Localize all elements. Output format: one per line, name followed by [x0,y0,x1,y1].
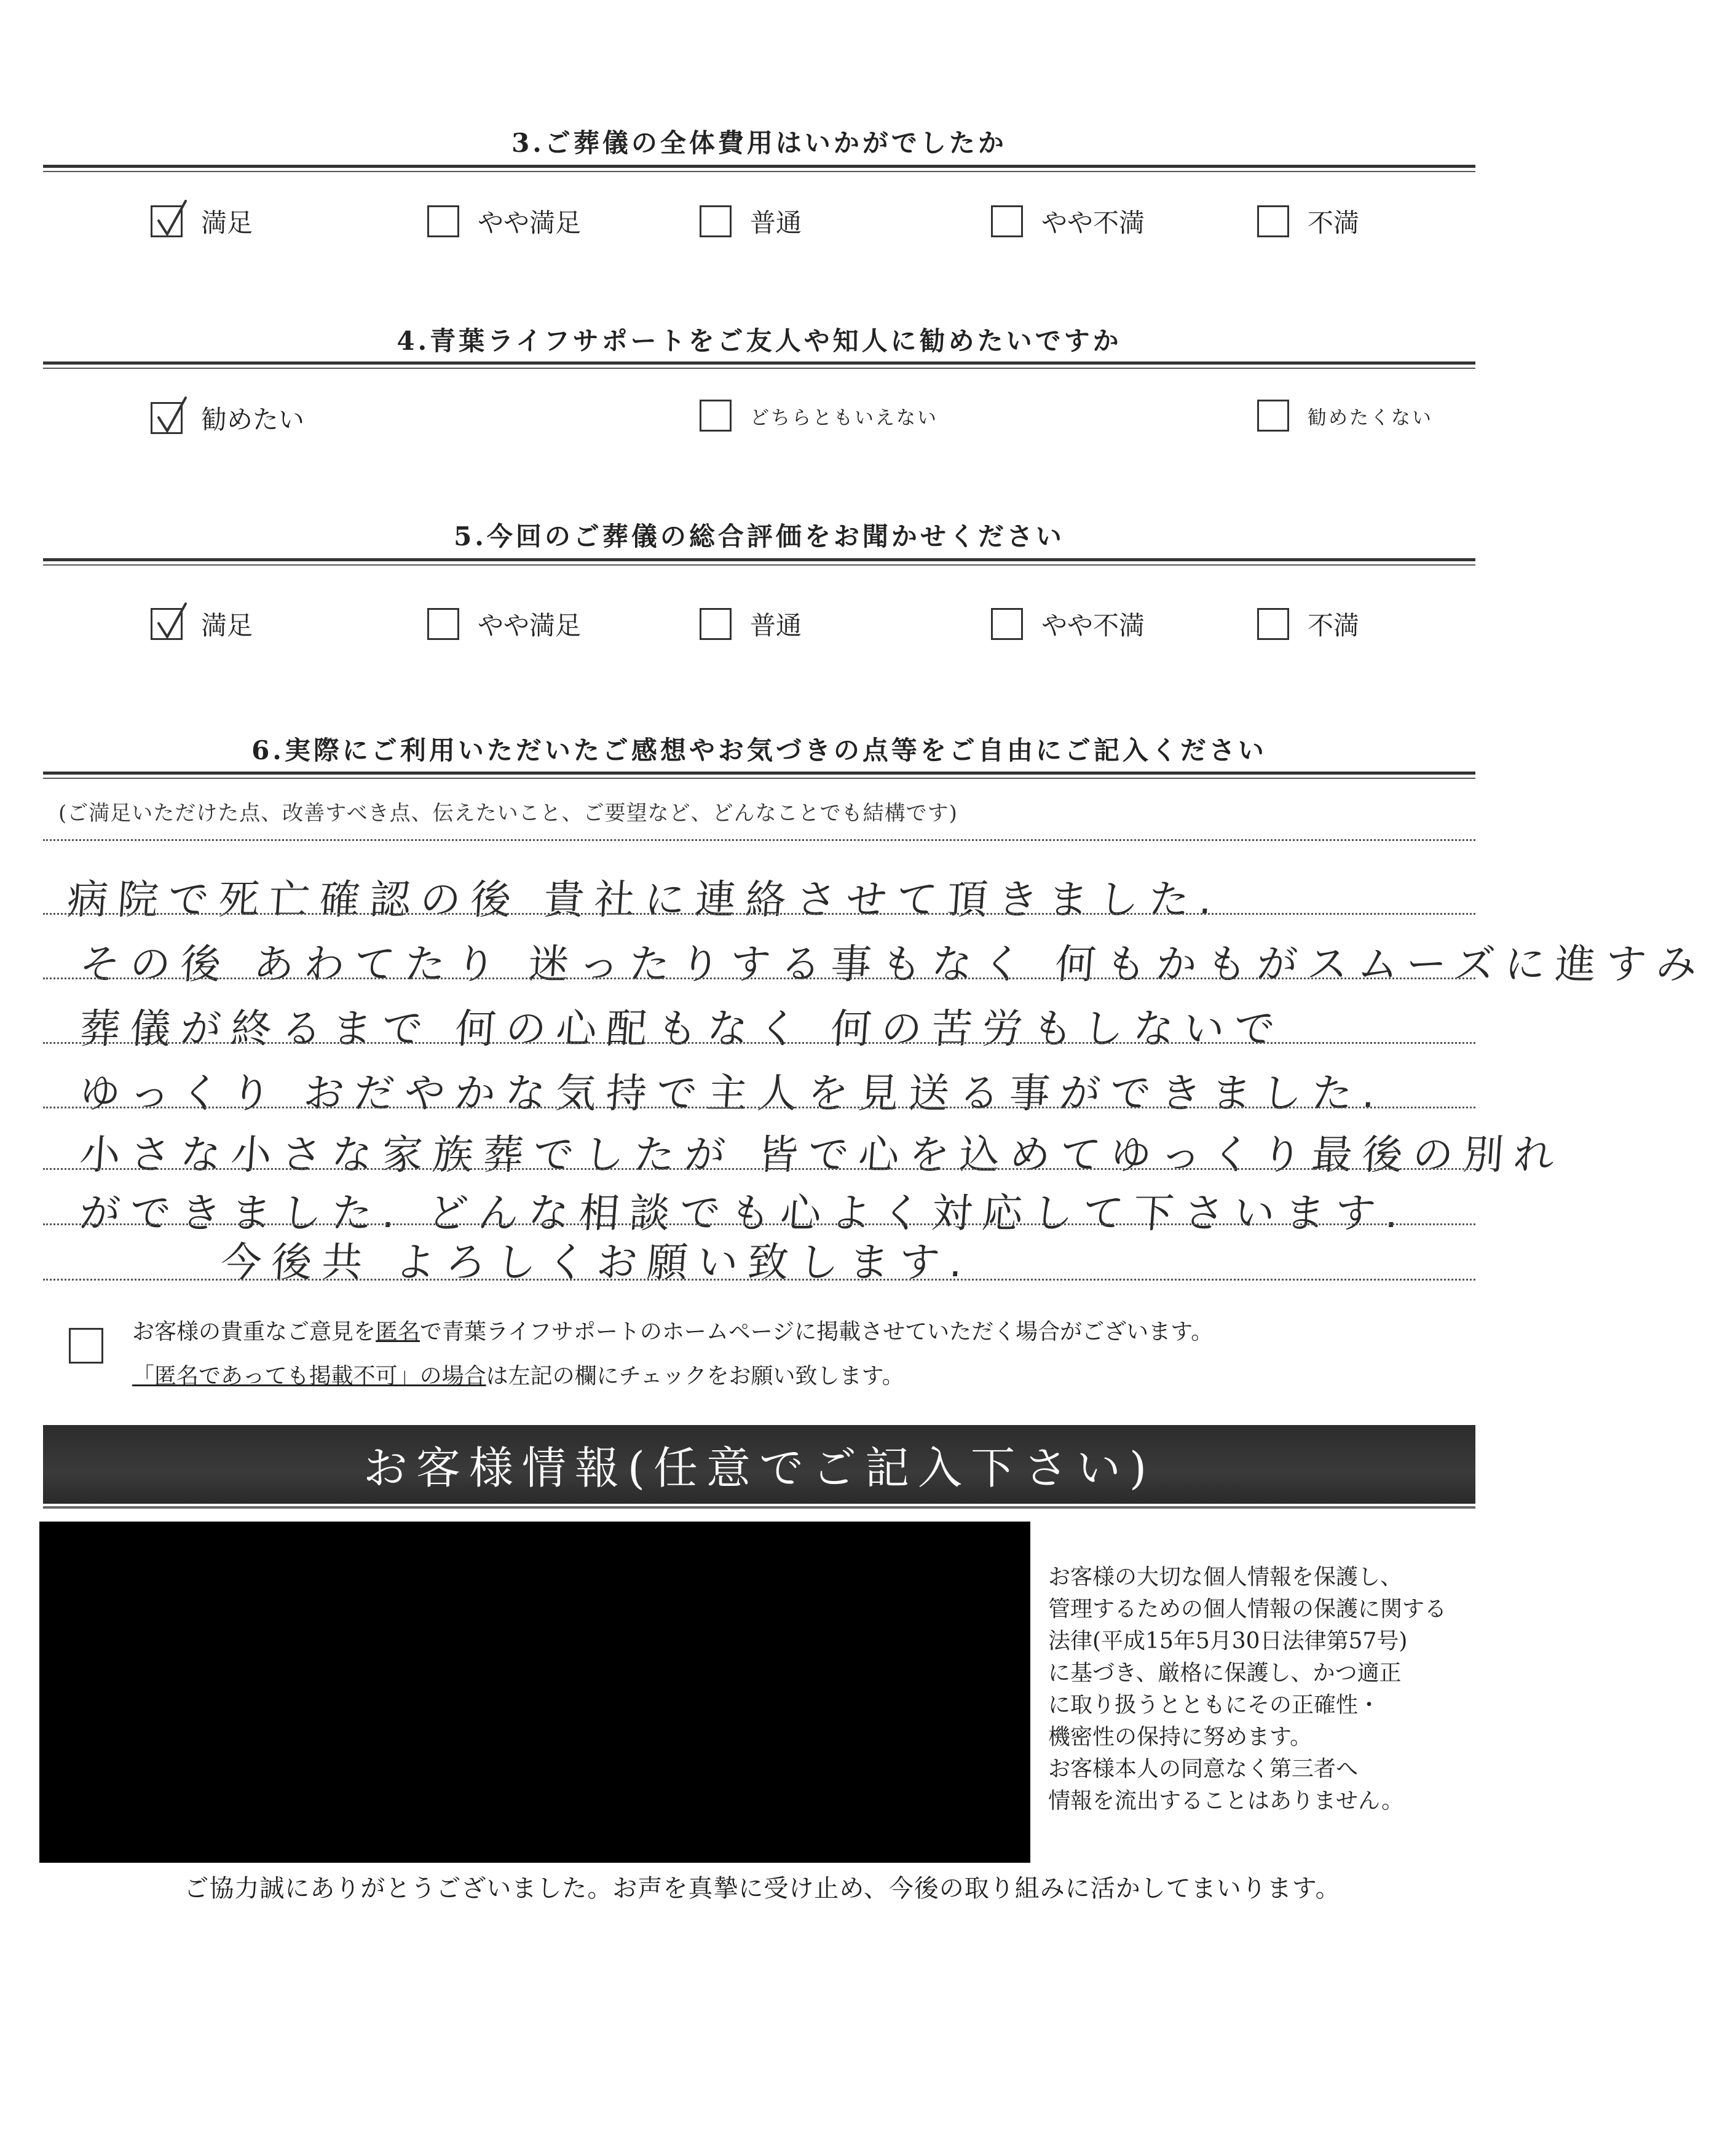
checkbox[interactable] [700,608,732,640]
privacy-notice [1048,1562,1478,1817]
question-3-title: 3.ご葬儀の全体費用はいかがでしたか [511,128,1007,158]
privacy-line: 機密性の保持に努めます。 [1048,1724,1312,1750]
option-label: 普通 [750,208,802,238]
divider [43,171,1475,172]
divider [43,368,1475,369]
checkbox[interactable] [151,402,183,434]
privacy-line: 情報を流出することはありません。 [1048,1788,1404,1814]
handwritten-line: ができました. どんな相談でも心よく対応して下さいます. [77,1190,1410,1237]
handwritten-line: その後 あわてたり 迷ったりする事もなく 何もかもがスムーズに進すみ [77,941,1708,988]
option-label: どちらともいえない [750,406,938,429]
checkbox[interactable] [700,400,732,432]
q4-option-not-recommend[interactable] [1257,400,1433,432]
writing-line [43,1279,1475,1281]
q5-option-somewhat-dissatisfied[interactable] [991,606,1145,642]
redacted-customer-info [39,1522,1030,1863]
divider [43,1506,1475,1509]
banner-title: お客様情報(任意でご記入下さい) [363,1442,1156,1494]
writing-line [43,1107,1475,1108]
option-label: やや不満 [1041,208,1145,238]
anonymous-underlined: 匿名 [376,1319,420,1345]
question-4-title: 4.青葉ライフサポートをご友人や知人に勧めたいですか [397,326,1122,356]
privacy-line: に取り扱うとともにその正確性・ [1048,1692,1381,1718]
consent-text: は左記の欄にチェックをお願い致します。 [486,1364,904,1389]
privacy-line: に基づき、厳格に保護し、かつ適正 [1048,1660,1402,1686]
question-6-title: 6.実際にご利用いただいたご感想やお気づきの点等をご自由にご記入ください [251,735,1267,765]
checkbox[interactable] [427,205,459,237]
writing-line [43,1168,1475,1170]
consent-text: お客様の貴重なご意見を [132,1319,376,1345]
no-publish-checkbox[interactable] [69,1328,103,1364]
divider [43,165,1475,168]
handwritten-line: 今後共 よろしくお願い致します. [219,1239,974,1286]
privacy-line: お客様の大切な個人情報を保護し、 [1048,1565,1403,1590]
checkmark-icon [150,395,189,438]
q3-option-satisfied[interactable] [151,203,253,240]
closing-message: ご協力誠にありがとうございました。お声を真摯に受け止め、今後の取り組みに活かしてまいります。 [184,1874,1341,1903]
writing-line [43,839,1475,841]
consent-text: で青葉ライフサポートのホームページに掲載させていただく場合がございます。 [420,1319,1214,1345]
checkmark-icon [150,601,189,644]
checkmark-icon [150,199,189,242]
writing-line [43,1042,1475,1044]
option-label: 満足 [201,208,253,238]
checkbox[interactable] [991,205,1023,237]
checkbox[interactable] [700,205,732,237]
q3-option-somewhat-satisfied[interactable] [427,203,581,240]
option-label: 不満 [1308,208,1360,238]
checkbox[interactable] [1257,608,1289,640]
privacy-line: 管理するための個人情報の保護に関する [1048,1597,1447,1622]
checkbox[interactable] [427,608,459,640]
option-label: やや満足 [478,208,582,238]
comment-hint: (ご満足いただけた点、改善すべき点、伝えたいこと、ご要望など、どんなことでも結構です) [58,801,958,826]
divider [43,778,1475,779]
checkbox[interactable] [151,608,183,640]
question-5-title: 5.今回のご葬儀の総合評価をお聞かせください [454,521,1065,551]
option-label: やや不満 [1041,610,1145,641]
writing-line [43,913,1475,915]
divider [43,361,1475,365]
divider [43,564,1475,566]
consent-notice-line-2 [132,1359,904,1390]
q3-option-dissatisfied[interactable] [1257,203,1359,240]
consent-notice-line-1 [132,1314,1213,1346]
checkbox[interactable] [1257,205,1289,237]
checkbox[interactable] [151,205,183,237]
q3-option-somewhat-dissatisfied[interactable] [991,203,1145,240]
handwritten-line: ゆっくり おだやかな気持で主人を見送る事ができました. [77,1070,1387,1117]
customer-info-banner [43,1425,1475,1504]
option-label: 普通 [750,610,802,641]
option-label: 満足 [201,610,253,641]
q4-option-undecided[interactable] [700,400,938,432]
option-label: やや満足 [478,610,582,641]
q5-option-satisfied[interactable] [151,606,253,642]
privacy-line: お客様本人の同意なく第三者へ [1048,1756,1359,1782]
q4-option-recommend[interactable] [151,400,304,436]
writing-line [43,1223,1475,1225]
handwritten-line: 葬儀が終るまで 何の心配もなく 何の苦労もしないで [77,1005,1287,1052]
checkbox[interactable] [1257,400,1289,432]
option-label: 勧めたい [201,405,305,435]
no-publish-underlined: 「匿名であっても掲載不可」の場合 [132,1364,486,1389]
privacy-line: 法律(平成15年5月30日法律第57号) [1048,1629,1408,1654]
q3-option-neutral[interactable] [700,203,802,240]
checkbox[interactable] [991,608,1023,640]
handwritten-line: 病院で死亡確認の後 貴社に連絡させて頂きました. [65,876,1224,923]
option-label: 勧めたくない [1308,406,1433,429]
option-label: 不満 [1308,610,1360,641]
q5-option-dissatisfied[interactable] [1257,606,1359,642]
q5-option-somewhat-satisfied[interactable] [427,606,581,642]
divider [43,558,1475,561]
writing-line [43,977,1475,979]
divider [43,772,1475,775]
handwritten-line: 小さな小さな家族葬でしたが 皆で心を込めてゆっくり最後の別れ [77,1131,1566,1179]
q5-option-neutral[interactable] [700,606,802,642]
